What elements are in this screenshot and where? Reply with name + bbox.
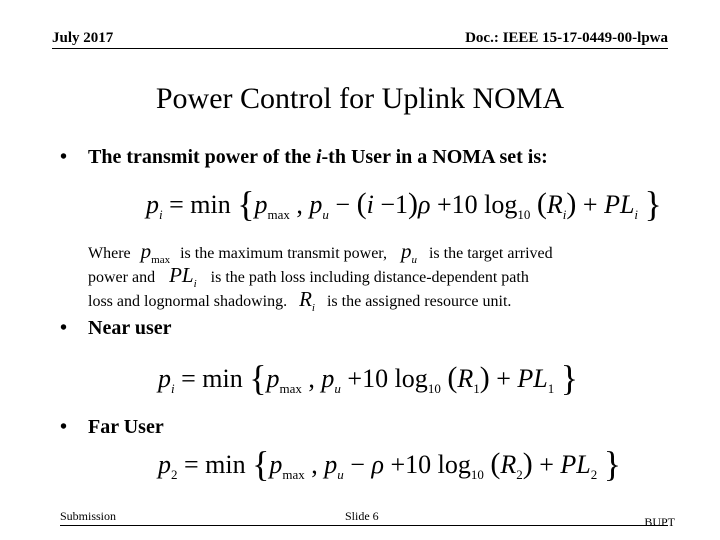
symbol-ri: $R_i$ bbox=[299, 287, 315, 315]
formula-far-user: $p_2 = \min \{p_{max}$ , $p_u - \rho +10$ $\log_{10} (R_2) + PL_2$ } bbox=[158, 444, 622, 484]
where-line-3 bbox=[88, 287, 511, 314]
where-line-3-a: loss and lognormal shadowing. bbox=[88, 293, 288, 310]
where-line-1-c: is the target arrived bbox=[428, 245, 553, 262]
header-doc-id: Doc.: IEEE 15-17-0449-00-lpwa bbox=[465, 30, 668, 46]
where-line-2-a: power and bbox=[88, 269, 156, 286]
bullet-1-text-post: -th User in a NOMA set is: bbox=[321, 146, 548, 168]
where-line-1-a: Where bbox=[88, 245, 131, 262]
bullet-far-user-text: Far User bbox=[88, 416, 164, 438]
bullet-1-text-italic: i bbox=[315, 146, 322, 168]
where-line-1-b: is the maximum transmit power, bbox=[180, 245, 387, 262]
bullet-1-text-pre: The transmit power of the bbox=[88, 146, 316, 168]
bullet-transmit-power bbox=[60, 146, 548, 169]
header-date: July 2017 bbox=[52, 30, 114, 46]
bullet-near-user bbox=[60, 317, 172, 340]
where-line-2-b: is the path loss including distance-dependent path bbox=[210, 269, 529, 286]
bullet-dot-1: • bbox=[60, 146, 68, 168]
formula-general-power: $p_i = \min \{p_{max}$ , $p_u - (i -1)\rho +10$ $\log_{10} (R_i) + PL_i$ } bbox=[146, 184, 662, 224]
symbol-pli: $PL_i$ bbox=[169, 263, 197, 291]
bullet-dot-2: • bbox=[60, 317, 68, 339]
formula-near-user: $p_i = \min \{p_{max}$ , $p_u +10$ $\log_{10} (R_1) + PL_1$ } bbox=[158, 358, 578, 398]
symbol-pmax: $p_{max}$ bbox=[140, 239, 171, 267]
slide-title: Power Control for Uplink NOMA bbox=[155, 82, 565, 115]
footer-slide-number: Slide 6 bbox=[345, 509, 379, 523]
footer-submission: Submission bbox=[60, 509, 117, 523]
symbol-pu: $p_u$ bbox=[400, 239, 417, 267]
header-rule bbox=[52, 48, 668, 49]
footer-rule bbox=[60, 525, 668, 526]
bullet-far-user bbox=[60, 416, 164, 439]
bullet-dot-3: • bbox=[60, 416, 68, 438]
bullet-near-user-text: Near user bbox=[88, 317, 172, 339]
where-line-3-b: is the assigned resource unit. bbox=[326, 293, 512, 310]
footer-organization: BUPT bbox=[644, 515, 675, 529]
